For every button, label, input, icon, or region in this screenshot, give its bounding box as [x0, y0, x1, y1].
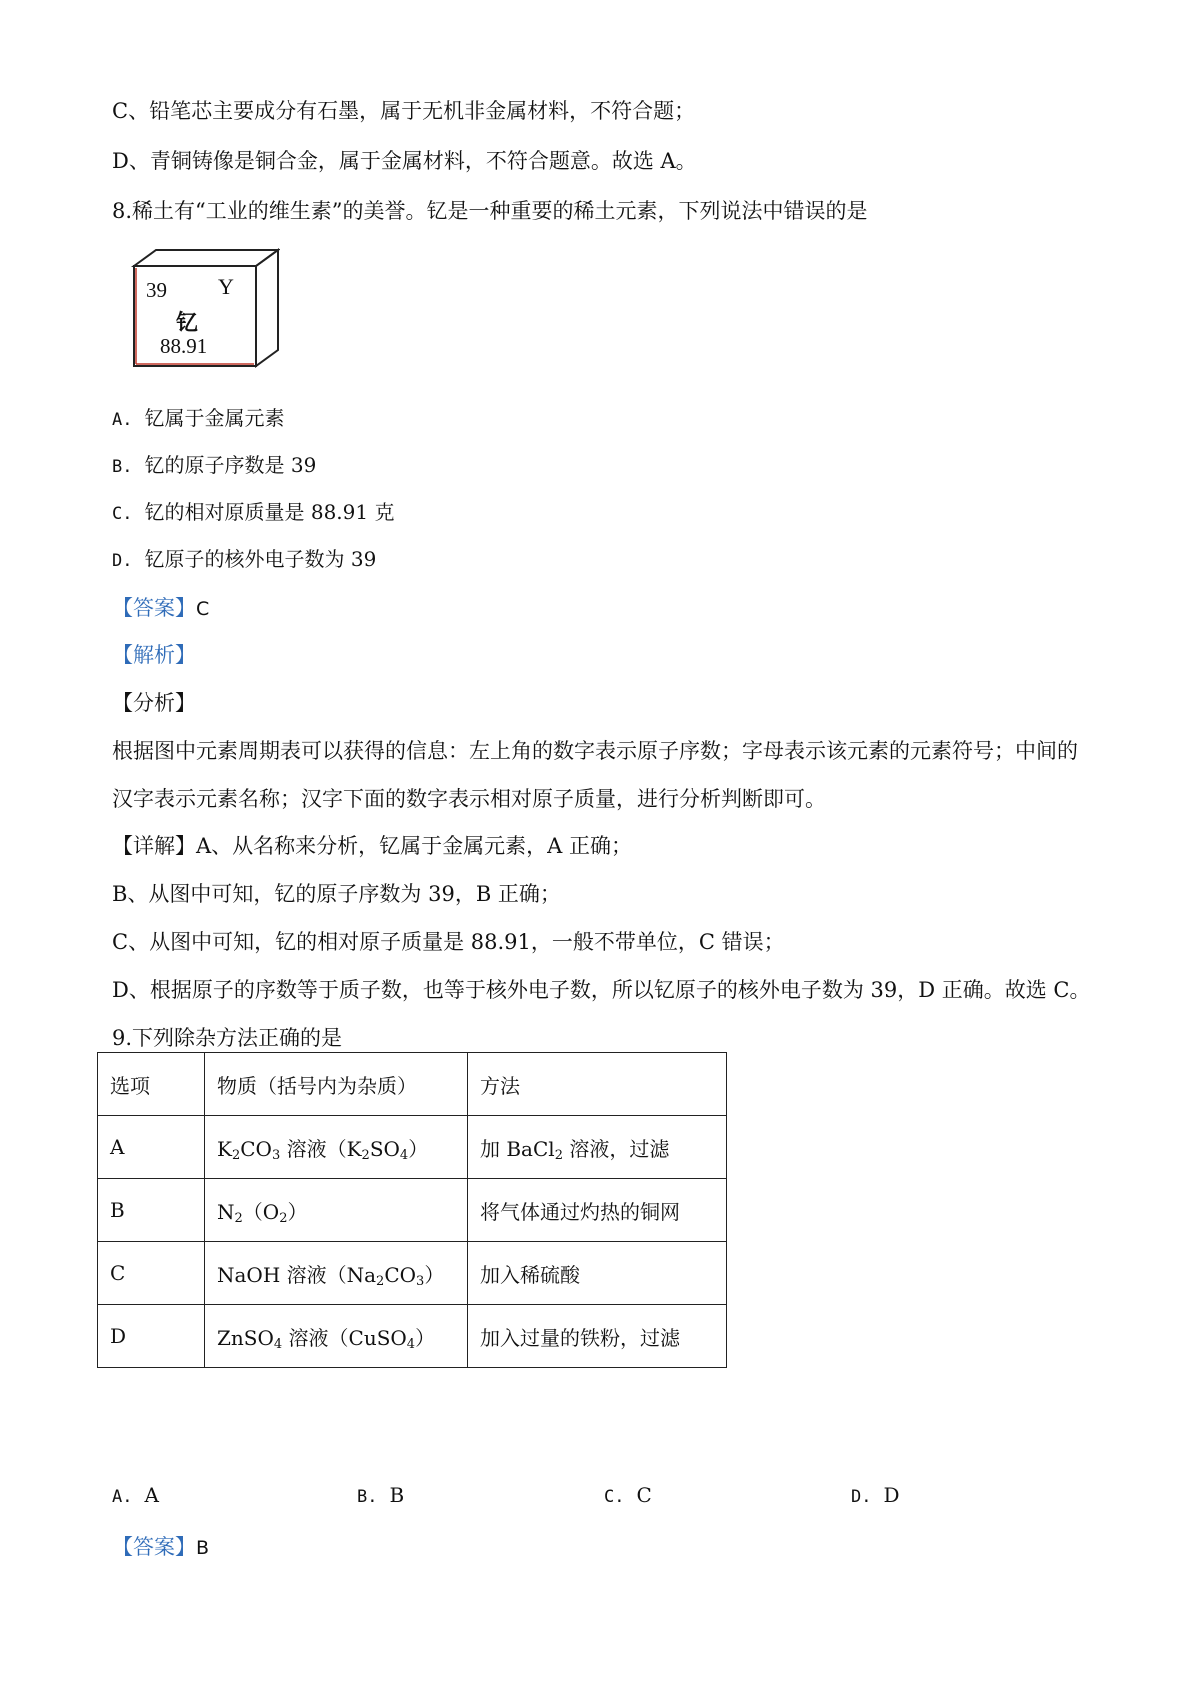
choice-letter: C. — [604, 1487, 625, 1507]
table-cell-method: 加入过量的铁粉，过滤 — [468, 1305, 727, 1368]
option-letter: B. — [112, 457, 133, 477]
explanation-line-c: C、铅笔芯主要成分有石墨，属于无机非金属材料，不符合题； — [112, 99, 696, 123]
q8-option-a — [112, 403, 284, 435]
q8-detail-line-1 — [112, 831, 632, 861]
impurity-removal-table — [97, 1052, 727, 1368]
table-cell-option: C — [98, 1242, 205, 1305]
choice-text: C — [636, 1483, 652, 1507]
answer-value: B — [196, 1537, 210, 1559]
q8-option-d — [112, 544, 376, 576]
choice-letter: B. — [357, 1487, 378, 1507]
choice-text: A — [144, 1483, 159, 1507]
q8-detail-line-4: D、根据原子的序数等于质子数，也等于核外电子数，所以钇原子的核外电子数为 39，D 正确。故选 C。 — [112, 978, 1091, 1002]
q9-choice-c — [604, 1483, 652, 1507]
q9-choice-d — [851, 1483, 900, 1507]
option-text: 钇的相对原质量是 88.91 克 — [144, 500, 395, 524]
question-9-stem: 9.下列除杂方法正确的是 — [112, 1026, 343, 1050]
detail-text: A、从名称来分析，钇属于金属元素，A 正确； — [196, 834, 633, 858]
q8-fenxi-line-1: 根据图中元素周期表可以获得的信息：左上角的数字表示原子序数；字母表示该元素的元素符号；中间的 — [112, 739, 1078, 763]
table-cell-option: D — [98, 1305, 205, 1368]
option-letter: C. — [112, 504, 133, 524]
table-cell-method: 加入稀硫酸 — [468, 1242, 727, 1305]
q8-fenxi-label: 【分析】 — [112, 691, 196, 715]
q9-choice-b — [357, 1483, 404, 1507]
option-letter: A. — [112, 410, 133, 430]
table-header-row — [98, 1053, 727, 1116]
q9-answer — [112, 1532, 209, 1563]
option-letter: D. — [112, 551, 133, 571]
q8-option-c — [112, 497, 394, 529]
answer-label: 【答案】 — [112, 596, 196, 620]
table-cell-substance: ZnSO$_4$ 溶液（CuSO$_4$） — [205, 1305, 468, 1368]
q8-fenxi-line-2: 汉字表示元素名称；汉字下面的数字表示相对原子质量，进行分析判断即可。 — [112, 787, 826, 811]
choice-text: D — [883, 1483, 900, 1507]
q9-choice-a — [112, 1483, 159, 1507]
table-cell-option: B — [98, 1179, 205, 1242]
explanation-line-d: D、青铜铸像是铜合金，属于金属材料，不符合题意。故选 A。 — [112, 149, 697, 173]
table-cell-substance: $N_2(O_2)$ — [205, 1179, 468, 1242]
element-card-yttrium — [130, 248, 280, 374]
q8-detail-line-2: B、从图中可知，钇的原子序数为 39，B 正确； — [112, 882, 561, 906]
table-row — [98, 1116, 727, 1179]
table-row — [98, 1242, 727, 1305]
table-cell-substance: $K_2CO_3$ 溶液$(K_2SO_4)$ — [205, 1116, 468, 1179]
table-header-cell: 方法 — [468, 1053, 727, 1116]
option-text: 钇的原子序数是 39 — [144, 453, 317, 477]
option-text: 钇原子的核外电子数为 39 — [144, 547, 377, 571]
element-symbol: Y — [218, 274, 234, 299]
element-atomic-number: 39 — [146, 278, 167, 302]
table-cell-substance: NaOH 溶液$(Na_2CO_3)$ — [205, 1242, 468, 1305]
q8-analysis-label: 【解析】 — [112, 643, 196, 667]
answer-value: C — [196, 598, 210, 620]
table-row — [98, 1179, 727, 1242]
detail-label: 【详解】 — [112, 834, 196, 858]
q8-detail-line-3: C、从图中可知，钇的相对原子质量是 88.91，一般不带单位，C 错误； — [112, 930, 785, 954]
element-name: 钇 — [176, 310, 199, 336]
table-cell-option: A — [98, 1116, 205, 1179]
table-cell-method: 将气体通过灼热的铜网 — [468, 1179, 727, 1242]
answer-label: 【答案】 — [112, 1535, 196, 1559]
choice-letter: A. — [112, 1487, 133, 1507]
table-header-cell: 选项 — [98, 1053, 205, 1116]
question-8-stem: 8.稀土有“工业的维生素”的美誉。钇是一种重要的稀土元素，下列说法中错误的是 — [112, 199, 868, 223]
table-header-cell: 物质（括号内为杂质） — [205, 1053, 468, 1116]
option-text: 钇属于金属元素 — [144, 406, 285, 430]
table-cell-method: 加 BaCl$_2$ 溶液，过滤 — [468, 1116, 727, 1179]
q8-answer — [112, 593, 209, 624]
table-row — [98, 1305, 727, 1368]
choice-letter: D. — [851, 1487, 872, 1507]
element-atomic-mass: 88.91 — [160, 334, 208, 358]
choice-text: B — [389, 1483, 405, 1507]
q8-option-b — [112, 450, 316, 482]
